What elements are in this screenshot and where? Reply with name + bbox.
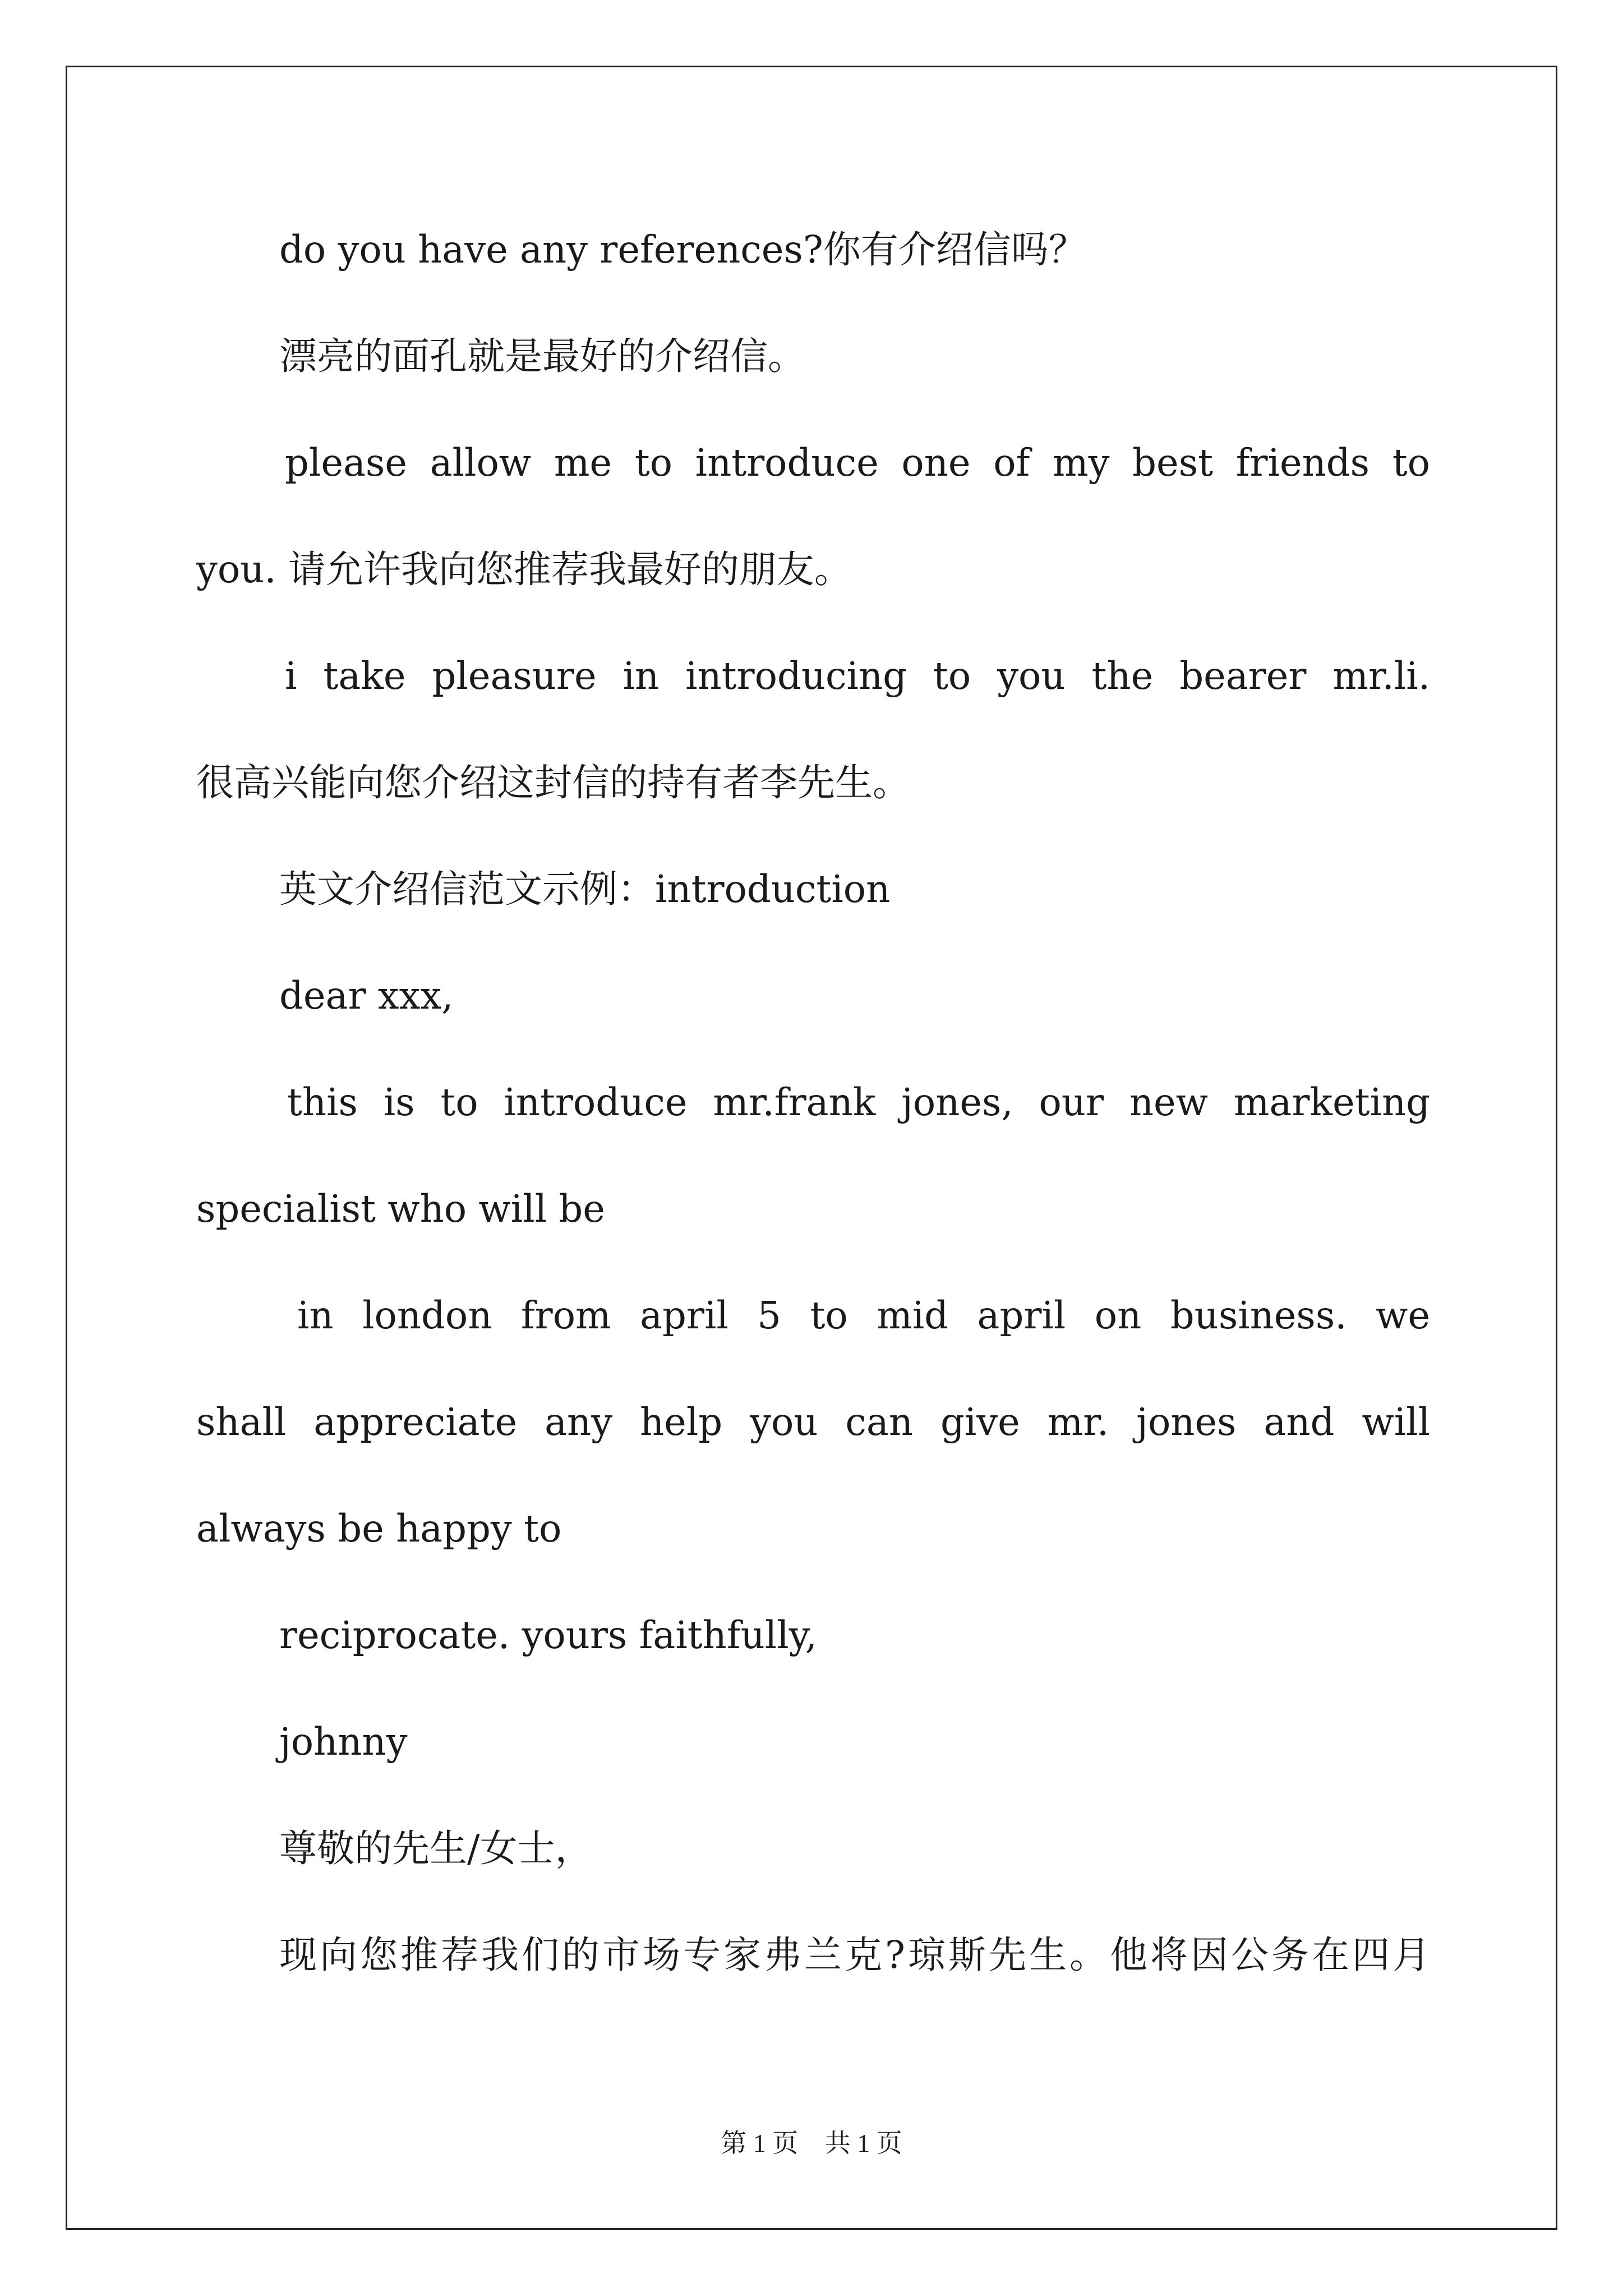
text-line: always be happy to	[196, 1507, 562, 1550]
text-line: dear xxx,	[279, 974, 454, 1018]
text-line: do you have any references?你有介绍信吗？	[279, 228, 1086, 272]
text-line: reciprocate. yours faithfully,	[279, 1613, 817, 1657]
text-line: shall appreciate any help you can give mr. jones and will	[196, 1400, 1430, 1444]
text-line: 现向您推荐我们的市场专家弗兰克?琼斯先生。他将因公务在四月	[279, 1933, 1430, 1977]
text-line: i take pleasure in introducing to you the bearer mr.li.	[285, 654, 1430, 698]
page-border	[66, 66, 1557, 2230]
text-line: please allow me to introduce one of my best friends to	[285, 441, 1430, 485]
text-line: specialist who will be	[196, 1187, 605, 1231]
text-line: 很高兴能向您介绍这封信的持有者李先生。	[196, 761, 910, 804]
text-line: in london from april 5 to mid april on business. we	[297, 1294, 1430, 1337]
text-line: 英文介绍信范文示例：introduction	[279, 867, 891, 911]
text-line: johnny	[279, 1720, 408, 1764]
page-footer	[0, 2123, 1623, 2160]
text-line: 漂亮的面孔就是最好的介绍信。	[279, 334, 805, 378]
text-line: this is to introduce mr.frank jones, our new marketing	[287, 1080, 1430, 1124]
page-number: 第 1 页	[721, 2129, 799, 2157]
page-total: 共 1 页	[824, 2129, 902, 2157]
text-line: you. 请允许我向您推荐我最好的朋友。	[196, 547, 852, 591]
text-line: 尊敬的先生/女士，	[279, 1826, 593, 1870]
